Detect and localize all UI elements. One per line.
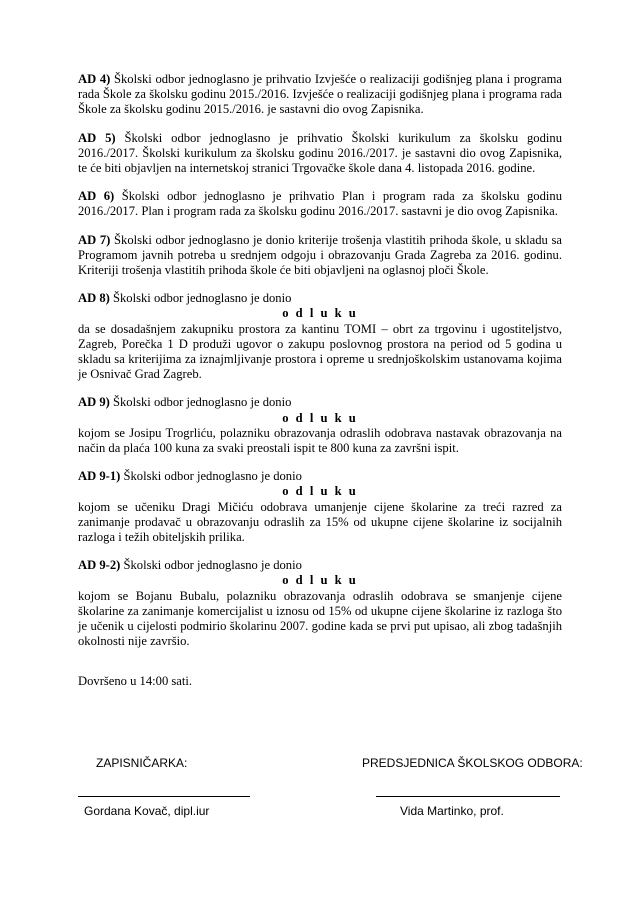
section-ad5	[78, 131, 562, 177]
section-ad9-2	[78, 558, 562, 649]
section-heading: AD 8)	[78, 291, 110, 306]
section-text: Školski odbor jednoglasno je donio kriterije trošenja vlastitih prihoda škole, u skladu sa Programom javnih potreba u srednjem odgoju i obrazovanju Grada Zagreba za 2016. godinu. Kriteriji trošenja vlastitih prihoda škole će biti objavljeni na oglasnoj ploči Škole.	[78, 232, 562, 278]
recorder-name: Gordana Kovač, dipl.iur	[84, 804, 210, 818]
section-ad9	[78, 395, 562, 456]
section-heading: AD 5)	[78, 130, 116, 145]
section-heading: AD 9-2)	[78, 558, 121, 573]
section-ad4	[78, 72, 562, 118]
section-heading: AD 9)	[78, 395, 110, 410]
section-ad6	[78, 189, 562, 219]
section-intro: Školski odbor jednoglasno je donio	[123, 558, 302, 573]
recorder-signature-line	[78, 796, 250, 797]
section-text: Školski odbor jednoglasno je prihvatio Plan i program rada za školsku godinu 2016./2017. Plan i program rada za školsku godinu 2016./2017. sastavni je dio ovog Zapisnika.	[78, 189, 562, 219]
section-text: da se dosadašnjem zakupniku prostora za kantinu TOMI – obrt za trgovinu i ugostiteljstvo, Zagreb, Porečka 1 D produži ugovor o zakupu poslovnog prostora na period od 5 godina u skladu sa kriterijima za iznajmljivanje prostora i opreme u srednjoškolskim ustanovama kojima je Osnivač Grad Zagreb.	[78, 321, 562, 382]
section-heading: AD 6)	[78, 189, 115, 204]
section-text: kojom se učeniku Dragi Mičiću odobrava umanjenje cijene školarine za treći razred za zanimanje prodavač u obrazovanju odraslih za 15% od ukupne cijene školarine iz socijalnih razloga i težih obiteljskih prilika.	[78, 499, 562, 545]
section-text: kojom se Bojanu Bubalu, polazniku obrazovanja odraslih odobrava se smanjenje cijene školarine za zanimanje komercijalist u iznosu od 15% od ukupne cijene školarine iz razloga što je učenik u cijelosti podmirio školarinu 2007. godine kada se prvi put upisao, ali zbog tadašnjih okolnosti nije završio.	[78, 588, 562, 649]
section-text: kojom se Josipu Trogrliću, polazniku obrazovanja odraslih odobrava nastavak obrazovanja na način da plaća 100 kuna za svaki preostali ispit te 800 kuna za završni ispit.	[78, 425, 562, 456]
chairwoman-name: Vida Martinko, prof.	[400, 804, 504, 818]
decision-label: o d l u k u	[282, 573, 358, 588]
chairwoman-signature-line	[376, 796, 560, 797]
section-heading: AD 4)	[78, 72, 111, 86]
section-intro: Školski odbor jednoglasno je donio	[123, 469, 302, 484]
closing-time: Dovršeno u 14:00 sati.	[78, 673, 193, 688]
section-ad7	[78, 233, 562, 279]
recorder-title: ZAPISNIČARKA:	[96, 756, 188, 770]
section-ad8	[78, 291, 562, 382]
decision-label: o d l u k u	[282, 410, 358, 425]
section-intro: Školski odbor jednoglasno je donio	[113, 291, 292, 306]
section-intro: Školski odbor jednoglasno je donio	[113, 395, 292, 410]
section-ad9-1	[78, 469, 562, 545]
section-text: Školski odbor jednoglasno je prihvatio Školski kurikulum za školsku godinu 2016./2017. Školski kurikulum za školsku godinu 2016./2017. je sastavni dio ovog Zapisnika, te će biti objavljen na internetskoj stranici Trgovačke škole dana 4. listopada 2016. godine.	[78, 130, 562, 176]
section-text: Školski odbor jednoglasno je prihvatio Izvješće o realizaciji godišnjeg plana i programa rada Škole za školsku godinu 2015./2016. Izvješće o realizaciji godišnjeg plana i programa rada Škole za školsku godinu 2015./2016. je sastavni dio ovog Zapisnika.	[78, 72, 562, 117]
decision-label: o d l u k u	[282, 484, 358, 499]
chairwoman-title: PREDSJEDNICA ŠKOLSKOG ODBORA:	[362, 756, 583, 770]
section-heading: AD 9-1)	[78, 469, 121, 484]
decision-label: o d l u k u	[282, 306, 358, 321]
document-body	[78, 72, 562, 702]
section-heading: AD 7)	[78, 232, 111, 247]
